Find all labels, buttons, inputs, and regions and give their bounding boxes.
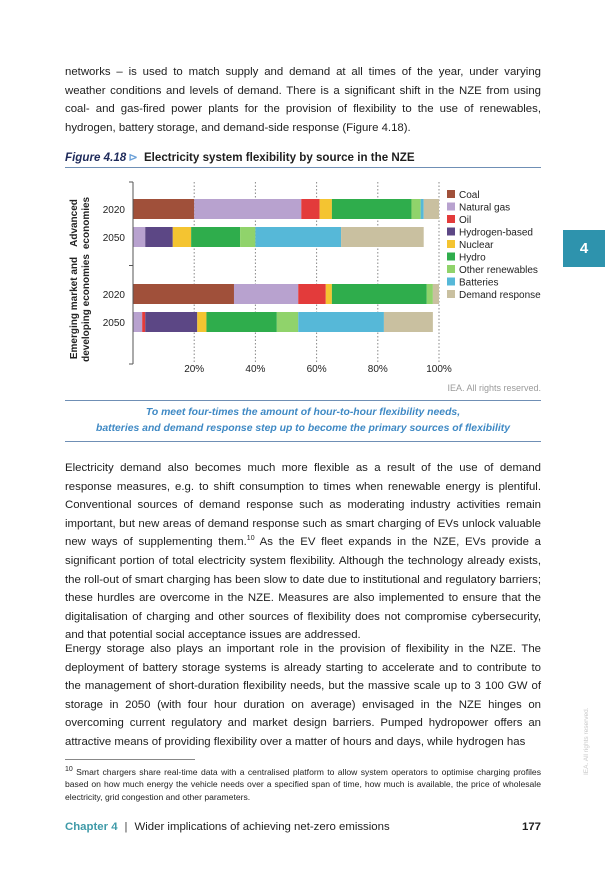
bar-segment-hydro — [191, 227, 240, 247]
figure-title-line — [65, 150, 541, 164]
page-number: 177 — [521, 821, 541, 833]
legend-swatch — [447, 278, 455, 286]
body-paragraph-1-start: Electricity demand also becomes much more flexible as a result of the use of demand response measures, e.g. to shift consumption to times when renewable energy is plentiful. Conventional sources of demand response such as moderating industry activities remain important, but new areas of demand response such as smart charging of EVs unlock valuable new ways of supplementing them. — [65, 462, 541, 549]
group-label-0: Advanced — [69, 199, 80, 247]
bar-segment-coal — [133, 284, 234, 304]
page-footer — [65, 821, 541, 835]
category-label-2050: 2050 — [102, 233, 125, 244]
footer-chapter: Chapter 4 — [65, 821, 118, 833]
bar-segment-batteries — [421, 199, 424, 219]
category-label-2050: 2050 — [102, 318, 125, 329]
legend-swatch — [447, 265, 455, 273]
figure-copyright: IEA. All rights reserved. — [447, 383, 541, 393]
figure-arrow-icon: ⊳ — [128, 151, 138, 164]
bar-segment-batteries — [298, 312, 384, 332]
bar-segment-nuclear — [173, 227, 191, 247]
legend-label: Coal — [459, 190, 480, 201]
figure-label: Figure 4.18 — [65, 151, 127, 164]
bar-segment-hydrogen-based — [145, 312, 197, 332]
bar-segment-nuclear — [197, 312, 206, 332]
bar-segment-other-renewables — [427, 284, 433, 304]
legend-label: Hydrogen-based — [459, 227, 533, 239]
bar-segment-batteries — [255, 227, 341, 247]
legend-label: Batteries — [459, 277, 499, 289]
x-tick-label: 60% — [306, 364, 327, 375]
x-tick-label: 80% — [367, 364, 388, 375]
legend-swatch — [447, 228, 455, 236]
footnote-rule — [65, 759, 195, 760]
bar-segment-nuclear — [326, 284, 332, 304]
bar-segment-natural-gas — [194, 199, 301, 219]
legend-swatch — [447, 290, 455, 298]
bar-segment-hydro — [332, 199, 412, 219]
body-paragraph-1 — [65, 459, 541, 645]
figure-bottom-rule — [65, 400, 541, 401]
legend-label: Demand response — [459, 290, 541, 301]
footnote-text: Smart chargers share real-time data with a centralised platform to allow system operators to optimise charging profiles based on how much energy the vehicle needs over a specified span of time, how much is available, the price of wholesale electricity, grid congestion and other parameters. — [65, 767, 541, 802]
legend-swatch — [447, 190, 455, 198]
bar-segment-demand-response — [433, 284, 439, 304]
footnote-ref: 10 — [246, 535, 255, 543]
bar-segment-natural-gas — [133, 312, 142, 332]
bar-segment-hydro — [332, 284, 427, 304]
footer-title: Wider implications of achieving net-zero emissions — [134, 821, 390, 833]
legend-label: Nuclear — [459, 240, 494, 251]
category-label-2020: 2020 — [102, 205, 125, 216]
intro-paragraph: networks – is used to match supply and demand at all times of the year, under varying weather conditions and levels of demand. There is a significant shift in the NZE from using coal- and gas-fired power plants for the provision of flexibility to the use of renewables, hydrogen, battery storage, and demand-side response (Figure 4.18). — [65, 66, 541, 134]
legend-label: Oil — [459, 215, 472, 226]
body-paragraph-2: Energy storage also plays an important role in the provision of flexibility in the NZE. The deployment of battery storage systems is already starting to accelerate and to contribute to the management of short-duration flexibility needs, but the massive scale up to 3 100 GW of storage in 2050 (with four hour duration on average) envisaged in the NZE hinges on overcoming current regulatory and market design barriers. Pumped hydropower offers an attractive means of providing flexibility over a matter of hours and days, while hydrogen has — [65, 643, 541, 748]
bar-segment-hydrogen-based — [145, 227, 173, 247]
x-tick-label: 40% — [245, 364, 266, 375]
bar-segment-demand-response — [341, 227, 424, 247]
side-copyright-stamp: IEA. All rights reserved. — [583, 707, 590, 775]
legend-swatch — [447, 215, 455, 223]
body-paragraph-1-end: As the EV fleet expands in the NZE, EVs provide a significant portion of total electricity system flexibility. Although the technology already exists, the roll-out of smart charging has been slow to date due to institutional and regulatory barriers; these hurdles are overcome in the NZE. Measures are also implemented to ensure that the digitalisation of charging and other sources of flexibility does not compromise cybersecurity, and that potential social acceptance issues are addressed. — [65, 536, 541, 642]
bar-segment-demand-response — [424, 199, 439, 219]
footnote — [65, 766, 541, 803]
bar-segment-coal — [133, 199, 194, 219]
bar-segment-nuclear — [320, 199, 332, 219]
bar-segment-other-renewables — [277, 312, 298, 332]
bar-segment-other-renewables — [240, 227, 255, 247]
chapter-side-tab: 4 — [563, 230, 605, 267]
flexibility-chart — [65, 168, 541, 400]
figure-caption-line-2: batteries and demand response step up to become the primary sources of flexibility — [95, 423, 510, 434]
bar-segment-natural-gas — [133, 227, 145, 247]
legend-label: Hydro — [459, 252, 486, 264]
x-tick-label: 100% — [426, 364, 452, 375]
bar-segment-hydro — [206, 312, 276, 332]
group-label-1: Emerging market and — [69, 256, 80, 360]
bar-segment-oil — [298, 284, 326, 304]
figure-caption-line-1: To meet four-times the amount of hour-to-hour flexibility needs, — [145, 407, 461, 418]
bar-segment-other-renewables — [411, 199, 420, 219]
x-tick-label: 20% — [184, 364, 205, 375]
bar-segment-natural-gas — [234, 284, 298, 304]
legend-swatch — [447, 240, 455, 248]
figure-title: Electricity system flexibility by source in the NZE — [143, 151, 415, 164]
legend-label: Other renewables — [459, 265, 538, 276]
group-label-0: economies — [81, 196, 92, 250]
category-label-2020: 2020 — [102, 290, 125, 301]
footer-separator: | — [124, 821, 128, 833]
footnote-number: 10 — [65, 766, 73, 774]
caption-bottom-rule — [65, 441, 541, 442]
legend-swatch — [447, 253, 455, 261]
group-label-1: developing economies — [81, 254, 92, 362]
bar-segment-demand-response — [384, 312, 433, 332]
legend-label: Natural gas — [459, 202, 511, 214]
bar-segment-oil — [301, 199, 319, 219]
legend-swatch — [447, 203, 455, 211]
bar-segment-oil — [142, 312, 145, 332]
